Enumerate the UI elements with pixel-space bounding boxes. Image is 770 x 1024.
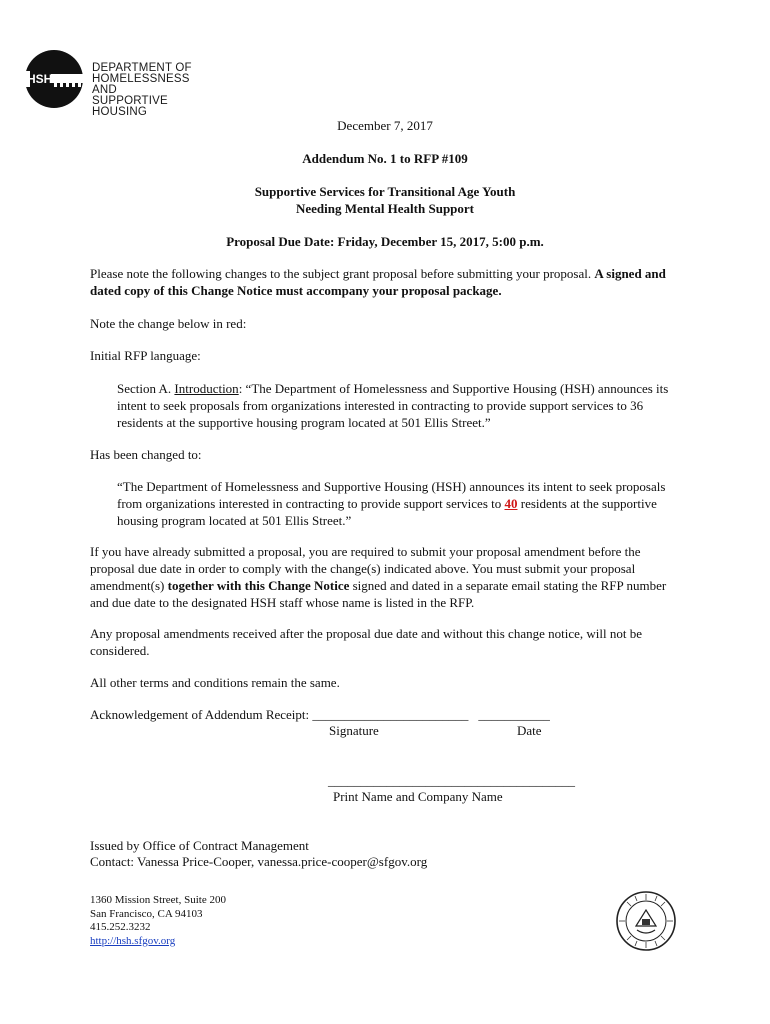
submitted-before: If you have already submitted a proposal, you are required to submit your proposal amendment before the proposal due date in order to comply with the change(s) indicated above. You must submit your proposal amendment(s) [90, 544, 641, 593]
footer-city: San Francisco, CA 94103 [90, 907, 203, 920]
intro-text: Please note the following changes to the subject grant proposal before submitting your proposal. [90, 266, 595, 281]
intro-signed-notice: A signed and dated copy of this Change Notice must accompany your proposal package. [90, 266, 666, 298]
footer-address [90, 894, 226, 948]
city-seal-icon [615, 890, 677, 952]
submitted-bold: together with this Change Notice [167, 578, 350, 593]
changed-to-label: Has been changed to: [90, 447, 202, 462]
rfp-title-line-2: Needing Mental Health Support [295, 201, 475, 216]
note-change-red: Note the change below in red: [90, 316, 247, 331]
intro-paragraph [90, 265, 687, 299]
footer-website-link[interactable]: http://hsh.sfgov.org [90, 934, 176, 947]
issued-by: Issued by Office of Contract Management [90, 838, 309, 853]
footer-street: 1360 Mission Street, Suite 200 [90, 894, 226, 906]
already-submitted-paragraph [90, 543, 687, 611]
late-amendments-paragraph: Any proposal amendments received after the proposal due date and without this change notice, will not be considered. [90, 626, 642, 658]
contact-line: Contact: Vanessa Price-Cooper, vanessa.price-cooper@sfgov.org [90, 854, 428, 869]
introduction-underlined: Introduction [174, 381, 239, 396]
other-terms-paragraph: All other terms and conditions remain the same. [90, 675, 340, 690]
new-text-before: “The Department of Homelessness and Supportive Housing (HSH) announces its intent to seek proposals from organizations interested in contracting to provide support services to [117, 479, 666, 511]
print-name-line[interactable]: ______________________________________ [328, 773, 575, 788]
hsh-logo [24, 49, 214, 118]
footer-phone: 415.252.3232 [90, 921, 151, 933]
section-a-original-text [117, 380, 685, 431]
logo-line-1: DEPARTMENT OF [92, 62, 192, 74]
section-a-body: : “The Department of Homelessness and Supportive Housing (HSH) announces its intent to seek proposals from organizations interested in contracting to provide support services to 36 residents at the supportive housing program located at 501 Ellis Street.” [117, 381, 669, 430]
hsh-key-logo-icon [24, 49, 90, 109]
document-date: December 7, 2017 [337, 118, 433, 133]
proposal-due-date: Proposal Due Date: Friday, December 15, 2017, 5:00 p.m. [226, 234, 544, 249]
logo-line-3: SUPPORTIVE HOUSING [92, 95, 168, 118]
acknowledgement-label: Acknowledgement of Addendum Receipt: [90, 707, 313, 722]
print-name-label: Print Name and Company Name [333, 789, 503, 804]
date-label: Date [517, 723, 542, 738]
logo-mark-text: HSH [27, 72, 53, 86]
acknowledgement-row [90, 706, 550, 723]
signature-line[interactable]: ________________________ [312, 707, 469, 722]
date-line[interactable]: ___________ [478, 707, 550, 722]
addendum-title: Addendum No. 1 to RFP #109 [302, 151, 468, 166]
rfp-title-line-1: Supportive Services for Transitional Age Youth [254, 184, 516, 199]
new-text-after: residents at the supportive housing program located at 501 Ellis Street.” [117, 496, 657, 528]
section-a-new-text [117, 478, 673, 529]
logo-department-name [92, 63, 214, 118]
changed-resident-count: 40 [504, 496, 518, 511]
initial-rfp-language-label: Initial RFP language: [90, 348, 201, 363]
signature-label: Signature [329, 723, 379, 738]
section-a-prefix: Section A. [117, 381, 175, 396]
submitted-after: signed and dated in a separate email stating the RFP number and due date to the designated HSH staff whose name is listed in the RFP. [90, 578, 667, 610]
logo-line-2: HOMELESSNESS AND [92, 73, 190, 96]
